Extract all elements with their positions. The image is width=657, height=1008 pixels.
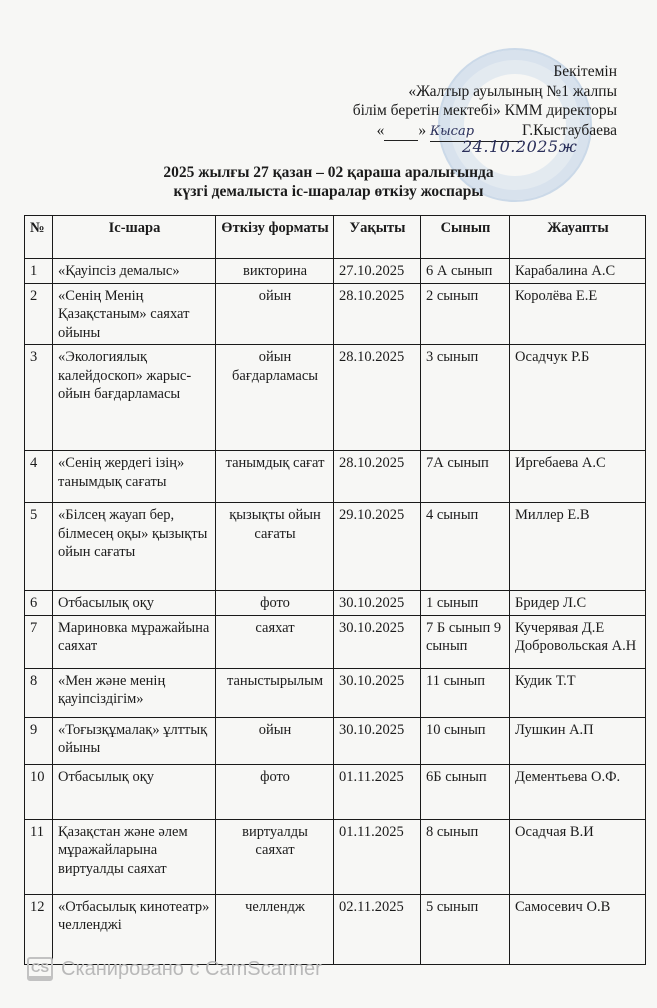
cell-date: 27.10.2025	[334, 259, 421, 284]
signature: Кысар	[430, 123, 475, 139]
approval-block	[353, 62, 617, 142]
cell-responsible: Дементьева О.Ф.	[510, 764, 646, 819]
header-event: Іс-шара	[53, 216, 216, 259]
cell-number: 1	[25, 259, 53, 284]
cell-responsible: Лушкин А.П	[510, 717, 646, 764]
header-responsible: Жауапты	[510, 216, 646, 259]
table-header-row	[25, 216, 646, 259]
cell-class: 7А сынып	[421, 451, 510, 503]
table-row	[25, 668, 646, 717]
cell-date: 02.11.2025	[334, 894, 421, 964]
cell-class: 2 сынып	[421, 283, 510, 345]
table-row	[25, 503, 646, 591]
header-date: Уақыты	[334, 216, 421, 259]
title-line-1: 2025 жылғы 27 қазан – 02 қараша аралығында	[163, 164, 494, 181]
cell-date: 28.10.2025	[334, 451, 421, 503]
cell-date: 28.10.2025	[334, 345, 421, 451]
cell-responsible: Осадчая В.И	[510, 819, 646, 894]
cell-number: 7	[25, 615, 53, 668]
cell-date: 30.10.2025	[334, 615, 421, 668]
cell-class: 7 Б сынып 9 сынып	[421, 615, 510, 668]
table-row	[25, 451, 646, 503]
cell-number: 9	[25, 717, 53, 764]
table-row	[25, 717, 646, 764]
table-row	[25, 259, 646, 284]
cell-number: 10	[25, 764, 53, 819]
cell-date: 01.11.2025	[334, 819, 421, 894]
cell-class: 3 сынып	[421, 345, 510, 451]
cell-event: «Отбасылық кинотеатр» челленджі	[53, 894, 216, 964]
camscanner-icon: CS	[27, 957, 53, 981]
table-row	[25, 591, 646, 616]
cell-date: 01.11.2025	[334, 764, 421, 819]
cell-format: челлендж	[216, 894, 334, 964]
camscanner-text: Сканировано с CamScanner	[61, 957, 322, 980]
cell-event: «Қауіпсіз демалыс»	[53, 259, 216, 284]
cell-event: «Тоғызқұмалақ» ұлттық ойыны	[53, 717, 216, 764]
cell-event: «Білсең жауап бер, білмесең оқы» қызықты ойын сағаты	[53, 503, 216, 591]
cell-date: 30.10.2025	[334, 668, 421, 717]
cell-responsible: Кучерявая Д.Е Добровольская А.Н	[510, 615, 646, 668]
cell-class: 11 сынып	[421, 668, 510, 717]
cell-number: 2	[25, 283, 53, 345]
cell-format: ойын	[216, 717, 334, 764]
cell-class: 4 сынып	[421, 503, 510, 591]
cell-event: Отбасылық оқу	[53, 764, 216, 819]
cell-responsible: Бридер Л.С	[510, 591, 646, 616]
header-format: Өткізу форматы	[216, 216, 334, 259]
cell-responsible: Самосевич О.В	[510, 894, 646, 964]
cell-format: таныстырылым	[216, 668, 334, 717]
cell-number: 8	[25, 668, 53, 717]
cell-responsible: Иргебаева А.С	[510, 451, 646, 503]
cell-number: 4	[25, 451, 53, 503]
cell-event: Қазақстан және әлем мұражайларына виртуалды саяхат	[53, 819, 216, 894]
cell-format: ойын	[216, 283, 334, 345]
cell-event: Мариновка мұражайына саяхат	[53, 615, 216, 668]
cell-format: танымдық сағат	[216, 451, 334, 503]
cell-number: 11	[25, 819, 53, 894]
cell-responsible: Королёва Е.Е	[510, 283, 646, 345]
cell-number: 3	[25, 345, 53, 451]
cell-date: 29.10.2025	[334, 503, 421, 591]
date-open-quote: «	[376, 121, 385, 139]
cell-event: «Экологиялық калейдоскоп» жарыс-ойын бағдарламасы	[53, 345, 216, 451]
header-number: №	[25, 216, 53, 259]
cell-format: виртуалды саяхат	[216, 819, 334, 894]
document-title	[0, 163, 657, 201]
cell-date: 30.10.2025	[334, 591, 421, 616]
cell-class: 6 А сынып	[421, 259, 510, 284]
table-row	[25, 615, 646, 668]
cell-class: 8 сынып	[421, 819, 510, 894]
title-line-2: күзгі демалыста іс-шаралар өткізу жоспары	[173, 183, 484, 200]
cell-date: 28.10.2025	[334, 283, 421, 345]
director-name: Г.Кыстаубаева	[522, 121, 617, 139]
cell-responsible: Осадчук Р.Б	[510, 345, 646, 451]
approval-line-1: «Жалтыр ауылының №1 жалпы	[408, 82, 617, 100]
approval-heading: Бекітемін	[553, 63, 617, 80]
cell-class: 1 сынып	[421, 591, 510, 616]
cell-class: 5 сынып	[421, 894, 510, 964]
cell-format: ойын бағдарламасы	[216, 345, 334, 451]
date-close-quote: »	[418, 121, 427, 139]
cell-number: 12	[25, 894, 53, 964]
cell-responsible: Карабалина А.С	[510, 259, 646, 284]
cell-event: «Мен және менің қауіпсіздігім»	[53, 668, 216, 717]
table-row	[25, 894, 646, 964]
cell-class: 6Б сынып	[421, 764, 510, 819]
cell-number: 5	[25, 503, 53, 591]
cell-class: 10 сынып	[421, 717, 510, 764]
cell-format: викторина	[216, 259, 334, 284]
cell-event: «Сенің жердегі ізің» танымдық сағаты	[53, 451, 216, 503]
table-row	[25, 345, 646, 451]
table-row	[25, 764, 646, 819]
date-blank	[384, 121, 418, 142]
header-class: Сынып	[421, 216, 510, 259]
camscanner-watermark	[27, 957, 322, 981]
cell-format: саяхат	[216, 615, 334, 668]
cell-event: «Сенің Менің Қазақстаным» саяхат ойыны	[53, 283, 216, 345]
table-row	[25, 819, 646, 894]
table-row	[25, 283, 646, 345]
cell-format: фото	[216, 764, 334, 819]
cell-format: фото	[216, 591, 334, 616]
handwritten-date: 24.10.2025ж	[462, 137, 578, 156]
cell-date: 30.10.2025	[334, 717, 421, 764]
approval-line-2: білім беретін мектебі» КММ директоры	[352, 102, 617, 119]
events-table	[24, 215, 646, 965]
cell-event: Отбасылық оқу	[53, 591, 216, 616]
cell-responsible: Кудик Т.Т	[510, 668, 646, 717]
cell-number: 6	[25, 591, 53, 616]
cell-responsible: Миллер Е.В	[510, 503, 646, 591]
cell-format: қызықты ойын сағаты	[216, 503, 334, 591]
